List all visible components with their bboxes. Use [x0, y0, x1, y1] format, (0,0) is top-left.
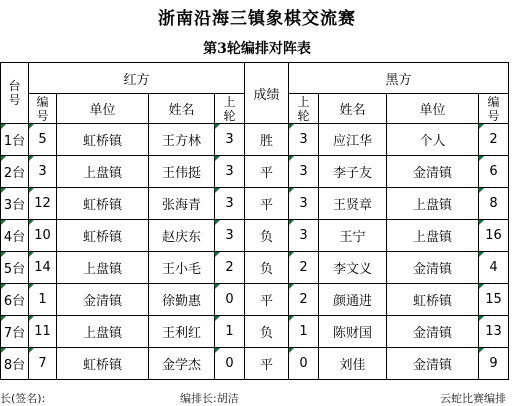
red-name-cell: 王伟挺 [149, 156, 215, 188]
black-number-cell: 8 [479, 188, 509, 220]
black-prev-cell: 2 [289, 284, 319, 316]
table-row [1, 220, 509, 252]
red-name-cell: 金学杰 [149, 348, 215, 380]
black-name-cell: 王宁 [319, 220, 387, 252]
red-number-cell: 14 [29, 252, 57, 284]
black-prev-cell: 3 [289, 124, 319, 156]
red-name-cell: 王小毛 [149, 252, 215, 284]
table-row [1, 252, 509, 284]
black-name-cell: 陈财国 [319, 316, 387, 348]
black-number-cell: 2 [479, 124, 509, 156]
table-number-cell: 4台 [1, 220, 29, 252]
red-unit-cell: 上盘镇 [57, 316, 149, 348]
header-red-name: 姓名 [149, 94, 215, 124]
black-number-cell: 13 [479, 316, 509, 348]
black-name-cell: 李子友 [319, 156, 387, 188]
black-unit-cell: 金清镇 [387, 316, 479, 348]
result-cell: 平 [245, 348, 289, 380]
black-unit-cell: 金清镇 [387, 156, 479, 188]
table-number-cell: 5台 [1, 252, 29, 284]
pairing-table [0, 62, 509, 380]
black-name-cell: 颜通进 [319, 284, 387, 316]
black-name-cell: 王贤章 [319, 188, 387, 220]
header-red-side: 红方 [29, 63, 245, 94]
black-prev-cell: 3 [289, 156, 319, 188]
result-cell: 平 [245, 284, 289, 316]
table-number-cell: 3台 [1, 188, 29, 220]
result-cell: 负 [245, 252, 289, 284]
header-black-side: 黑方 [289, 63, 509, 94]
result-cell: 胜 [245, 124, 289, 156]
black-name-cell: 应江华 [319, 124, 387, 156]
black-number-cell: 9 [479, 348, 509, 380]
table-row [1, 188, 509, 220]
result-cell: 平 [245, 156, 289, 188]
software-credit: 云蛇比赛编排 [440, 392, 506, 405]
black-number-cell: 15 [479, 284, 509, 316]
black-name-cell: 李文义 [319, 252, 387, 284]
red-number-cell: 12 [29, 188, 57, 220]
table-row [1, 284, 509, 316]
red-prev-cell: 0 [215, 348, 245, 380]
red-prev-cell: 3 [215, 124, 245, 156]
red-prev-cell: 3 [215, 188, 245, 220]
black-prev-cell: 3 [289, 188, 319, 220]
red-number-cell: 10 [29, 220, 57, 252]
table-number-cell: 1台 [1, 124, 29, 156]
table-number-cell: 8台 [1, 348, 29, 380]
black-prev-cell: 0 [289, 348, 319, 380]
red-number-cell: 1 [29, 284, 57, 316]
header-result: 成绩 [245, 63, 289, 124]
red-unit-cell: 虹桥镇 [57, 348, 149, 380]
red-unit-cell: 金清镇 [57, 284, 149, 316]
red-number-cell: 11 [29, 316, 57, 348]
header-black-prev: 上 轮 [289, 94, 319, 124]
red-prev-cell: 3 [215, 156, 245, 188]
header-red-prev: 上 轮 [215, 94, 245, 124]
red-unit-cell: 上盘镇 [57, 252, 149, 284]
header-red-number: 编 号 [29, 94, 57, 124]
document-subtitle: 第3轮编排对阵表 [203, 41, 311, 57]
red-name-cell: 张海青 [149, 188, 215, 220]
red-unit-cell: 虹桥镇 [57, 124, 149, 156]
result-cell: 负 [245, 316, 289, 348]
black-number-cell: 16 [479, 220, 509, 252]
black-name-cell: 刘佳 [319, 348, 387, 380]
header-black-unit: 单位 [387, 94, 479, 124]
black-unit-cell: 个人 [387, 124, 479, 156]
header-table-no: 台 号 [1, 63, 29, 124]
result-cell: 平 [245, 188, 289, 220]
black-unit-cell: 金清镇 [387, 252, 479, 284]
document-title: 浙南沿海三镇象棋交流赛 [158, 9, 356, 29]
table-row [1, 348, 509, 380]
result-cell: 负 [245, 220, 289, 252]
table-number-cell: 7台 [1, 316, 29, 348]
header-black-name: 姓名 [319, 94, 387, 124]
table-row [1, 316, 509, 348]
black-number-cell: 6 [479, 156, 509, 188]
black-unit-cell: 上盘镇 [387, 220, 479, 252]
red-unit-cell: 虹桥镇 [57, 188, 149, 220]
table-row [1, 156, 509, 188]
red-prev-cell: 3 [215, 220, 245, 252]
header-black-number: 编 号 [479, 94, 509, 124]
table-number-cell: 2台 [1, 156, 29, 188]
red-prev-cell: 2 [215, 252, 245, 284]
red-unit-cell: 上盘镇 [57, 156, 149, 188]
red-number-cell: 7 [29, 348, 57, 380]
black-prev-cell: 1 [289, 316, 319, 348]
black-prev-cell: 2 [289, 252, 319, 284]
red-prev-cell: 1 [215, 316, 245, 348]
red-name-cell: 徐勤惠 [149, 284, 215, 316]
black-number-cell: 4 [479, 252, 509, 284]
red-name-cell: 王利红 [149, 316, 215, 348]
red-unit-cell: 虹桥镇 [57, 220, 149, 252]
red-prev-cell: 0 [215, 284, 245, 316]
black-unit-cell: 虹桥镇 [387, 284, 479, 316]
black-prev-cell: 3 [289, 220, 319, 252]
table-number-cell: 6台 [1, 284, 29, 316]
red-number-cell: 5 [29, 124, 57, 156]
table-row [1, 124, 509, 156]
red-number-cell: 3 [29, 156, 57, 188]
header-red-unit: 单位 [57, 94, 149, 124]
black-unit-cell: 金清镇 [387, 348, 479, 380]
black-unit-cell: 上盘镇 [387, 188, 479, 220]
red-name-cell: 王方林 [149, 124, 215, 156]
signature-label: 长(签名): [0, 392, 46, 405]
arbiter-label: 编排长:胡洁 [180, 392, 239, 405]
red-name-cell: 赵庆东 [149, 220, 215, 252]
